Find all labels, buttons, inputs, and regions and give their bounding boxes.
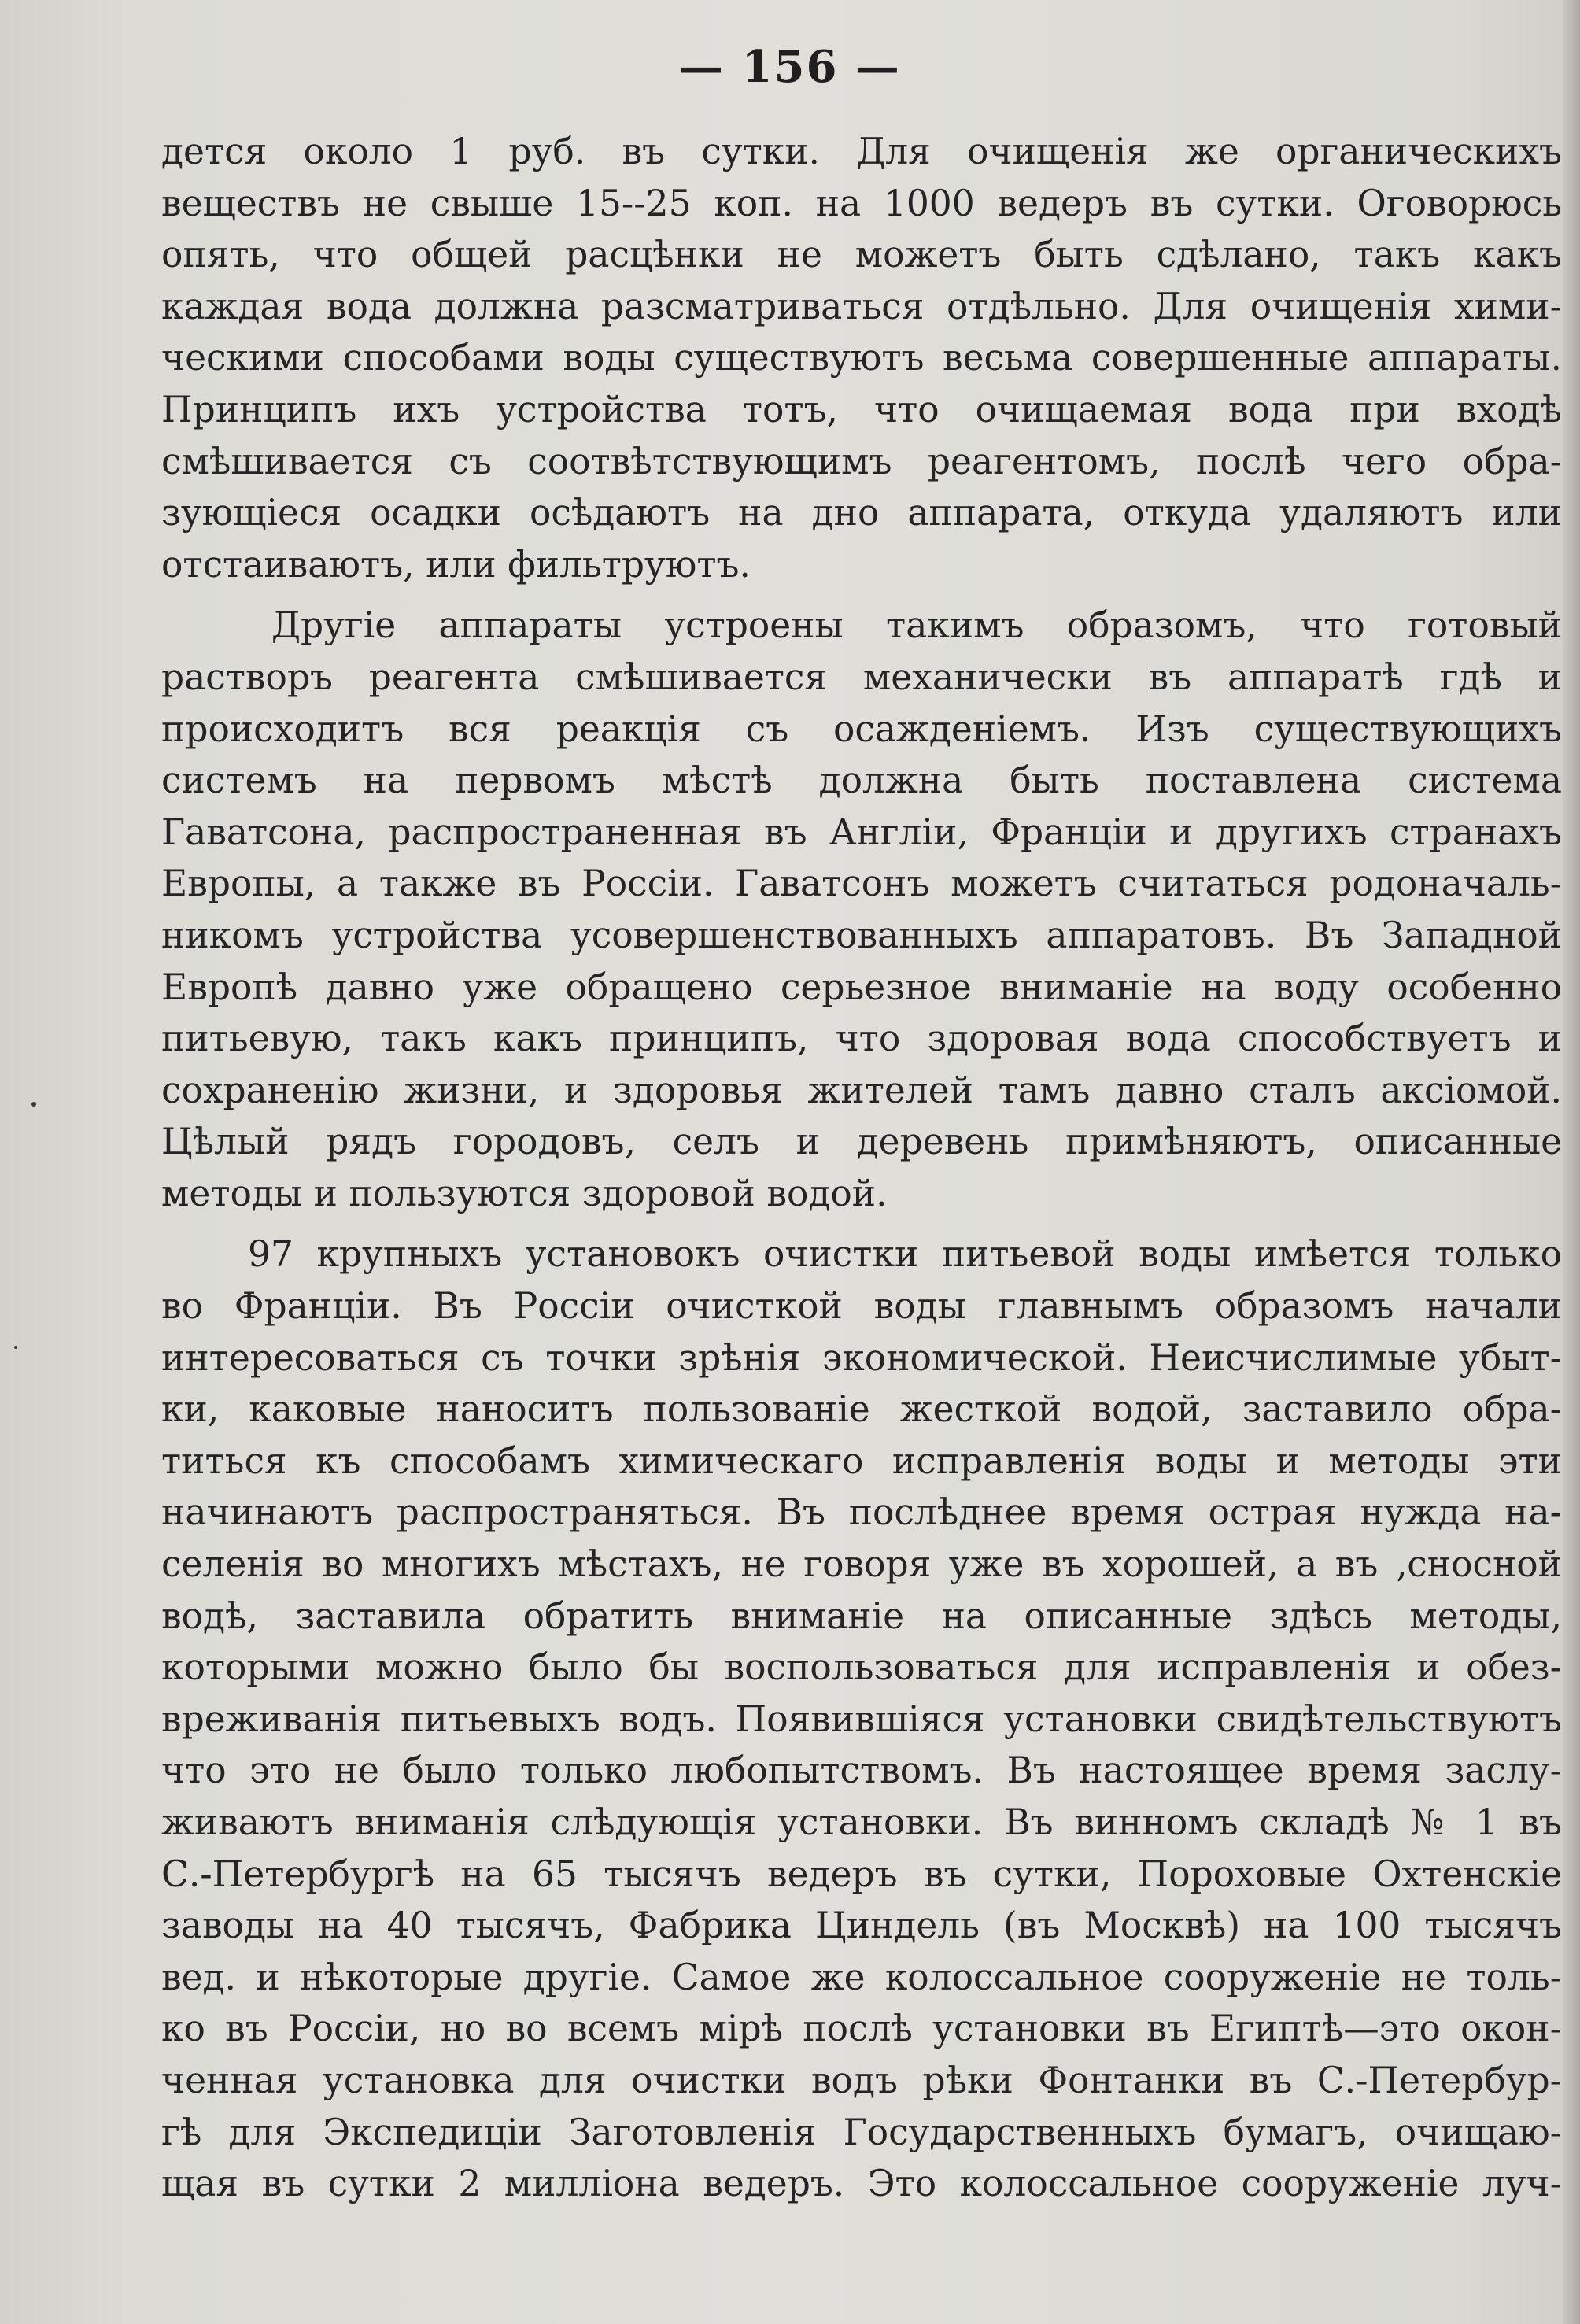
text-line: которыми можно было бы воспользоваться для исправленія и обез- [161, 1646, 1562, 1689]
text-line: дется около 1 руб. въ сутки. Для очищенія же органическихъ [161, 131, 1562, 172]
text-line: вреживанія питьевыхъ водъ. Появившіяся установки свидѣтельствуютъ [161, 1698, 1562, 1740]
text-line: начинаютъ распространяться. Въ послѣднее время острая нужда на- [161, 1491, 1562, 1534]
text-line: смѣшивается съ соотвѣтствующимъ реагентомъ, послѣ чего обра- [161, 440, 1562, 482]
text-line: С.-Петербургѣ на 65 тысячъ ведеръ въ сутки, Пороховые Охтенскіе [161, 1853, 1562, 1895]
text-line: растворъ реагента смѣшивается механически въ аппаратѣ гдѣ и [161, 656, 1562, 698]
text-line: что это не было только любопытствомъ. Въ настоящее время заслу- [161, 1749, 1562, 1792]
ink-speck [14, 1346, 17, 1349]
ink-speck [31, 1102, 36, 1107]
text-line: ки, каковые наноситъ пользованіе жесткой водой, заставило обра- [161, 1388, 1562, 1431]
text-line: Принципъ ихъ устройства тотъ, что очищаемая вода при входѣ [161, 388, 1562, 430]
text-line: происходитъ вся реакція съ осажденіемъ. Изъ существующихъ [161, 708, 1562, 750]
body-text [161, 126, 1562, 2210]
page-edge-shadow [1563, 0, 1580, 2324]
text-line: ческими способами воды существуютъ весьма совершенные аппараты. [161, 337, 1562, 379]
text-line: Цѣлый рядъ городовъ, селъ и деревень примѣняютъ, описанные [161, 1121, 1562, 1163]
text-line: вед. и нѣкоторые другіе. Самое же колоссальное сооруженіе не толь- [161, 1956, 1562, 1998]
text-line: интересоваться съ точки зрѣнія экономической. Неисчислимые убыт- [161, 1336, 1562, 1379]
text-line: никомъ устройства усовершенствованныхъ аппаратовъ. Въ Западной [161, 914, 1562, 956]
text-line: Европѣ давно уже обращено серьезное вниманіе на воду особенно [161, 966, 1562, 1008]
text-line: системъ на первомъ мѣстѣ должна быть поставлена система [161, 759, 1562, 802]
text-line: методы и пользуются здоровой водой. [161, 1172, 888, 1214]
text-line: веществъ не свыше 15--25 коп. на 1000 ведеръ въ сутки. Оговорюсь [161, 182, 1562, 224]
text-line: ко въ Россіи, но во всемъ мірѣ послѣ установки въ Египтѣ—это окон- [161, 2008, 1562, 2050]
text-line: титься къ способамъ химическаго исправленія воды и методы эти [161, 1439, 1562, 1482]
page-number: — 156 — [679, 41, 901, 93]
text-line: щая въ сутки 2 милліона ведеръ. Это колоссальное сооруженіе луч- [161, 2163, 1562, 2205]
text-line: отстаиваютъ, или фильтруютъ. [161, 543, 751, 586]
paragraph-3 [161, 1229, 1562, 2209]
text-line: гѣ для Экспедиціи Заготовленія Государственныхъ бумагъ, очищаю- [161, 2111, 1562, 2153]
text-line: Другіе аппараты устроены такимъ образомъ, что готовый [271, 604, 1562, 647]
paragraph-2 [161, 600, 1562, 1219]
text-line: Европы, а также въ Россіи. Гаватсонъ можетъ считаться родоначаль- [161, 863, 1562, 905]
text-line: во Франціи. Въ Россіи очисткой воды главнымъ образомъ начали [161, 1285, 1562, 1328]
text-line: сохраненію жизни, и здоровья жителей тамъ давно сталъ аксіомой. [161, 1069, 1562, 1111]
text-line: живаютъ вниманія слѣдующія установки. Въ винномъ складѣ № 1 въ [161, 1801, 1562, 1843]
text-line: Гаватсона, распространенная въ Англіи, Франціи и другихъ странахъ [161, 811, 1562, 853]
paragraph-1 [161, 126, 1562, 590]
text-line: ченная установка для очистки водъ рѣки Фонтанки въ С.-Петербур- [161, 2059, 1562, 2101]
text-line: селенія во многихъ мѣстахъ, не говоря уже въ хорошей, а въ ‚сносной водѣ, заставила обратить вниманіе на описанные здѣсь методы, [161, 1543, 1562, 1637]
text-line: зующіеся осадки осѣдаютъ на дно аппарата, откуда удаляютъ или [161, 492, 1562, 534]
text-line: заводы на 40 тысячъ, Фабрика Циндель (въ Москвѣ) на 100 тысячъ [161, 1905, 1562, 1947]
text-line: каждая вода должна разсматриваться отдѣльно. Для очищенія хими- [161, 285, 1562, 327]
text-line: питьевую, такъ какъ принципъ, что здоровая вода способствуетъ и [161, 1018, 1562, 1060]
text-line: 97 крупныхъ установокъ очистки питьевой воды имѣется только [248, 1233, 1562, 1276]
text-line: опять, что общей расцѣнки не можетъ быть сдѣлано, такъ какъ [161, 234, 1562, 276]
